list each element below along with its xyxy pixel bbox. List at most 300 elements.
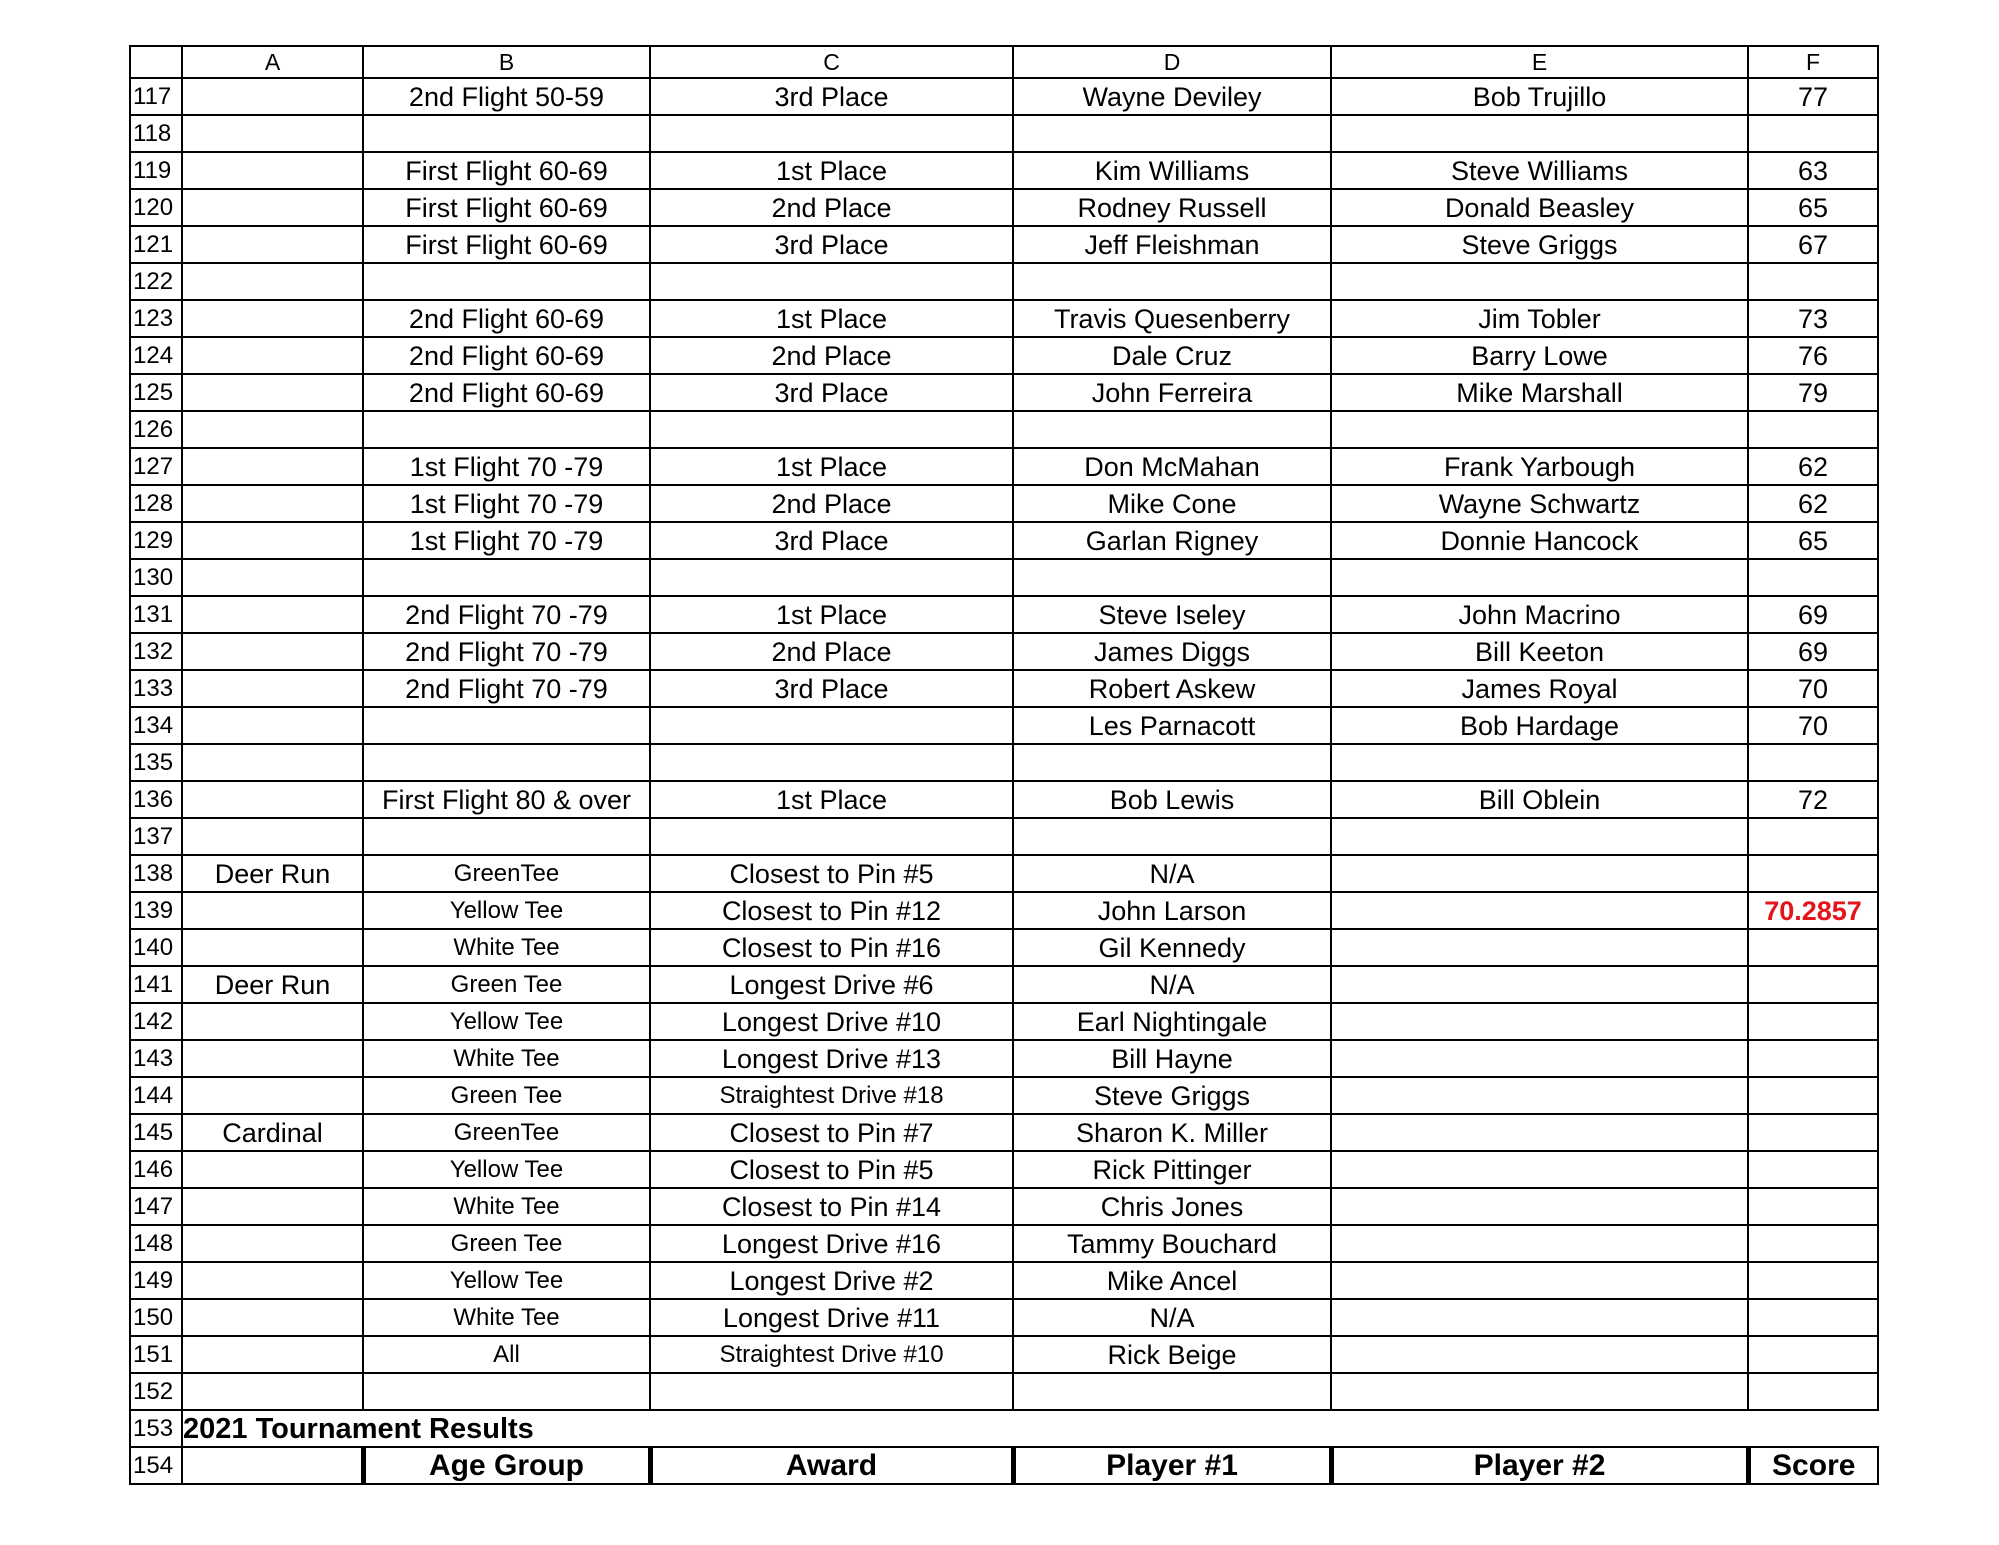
row-number[interactable]: 136 (130, 781, 182, 818)
score-cell[interactable] (1748, 1003, 1878, 1040)
row-number[interactable]: 133 (130, 670, 182, 707)
age-group-cell[interactable] (363, 263, 650, 300)
player-2-cell[interactable] (1331, 115, 1748, 152)
player-2-cell[interactable]: Wayne Schwartz (1331, 485, 1748, 522)
age-group-cell[interactable]: 1st Flight 70 -79 (363, 522, 650, 559)
player-2-cell[interactable] (1331, 1040, 1748, 1077)
age-group-cell[interactable]: Green Tee (363, 1225, 650, 1262)
table-row (130, 374, 1878, 411)
course-cell[interactable]: Deer Run (182, 966, 363, 1003)
table-row (130, 1299, 1878, 1336)
player-1-cell[interactable]: Rick Beige (1013, 1336, 1331, 1373)
course-cell[interactable] (182, 411, 363, 448)
award-cell[interactable]: Longest Drive #2 (650, 1262, 1013, 1299)
score-cell[interactable] (1748, 1336, 1878, 1373)
age-group-cell[interactable] (363, 1373, 650, 1410)
player-2-cell[interactable]: Donnie Hancock (1331, 522, 1748, 559)
age-group-cell[interactable] (363, 559, 650, 596)
course-cell[interactable] (182, 929, 363, 966)
player-2-cell[interactable] (1331, 1188, 1748, 1225)
sheet-body (130, 46, 1878, 1484)
row-number[interactable]: 144 (130, 1077, 182, 1114)
player-2-cell[interactable] (1331, 1003, 1748, 1040)
award-cell[interactable]: Closest to Pin #7 (650, 1114, 1013, 1151)
table-row (130, 1188, 1878, 1225)
age-group-cell[interactable]: GreenTee (363, 1114, 650, 1151)
table-row (130, 1373, 1878, 1410)
row-number[interactable]: 129 (130, 522, 182, 559)
player-1-cell[interactable]: Mike Cone (1013, 485, 1331, 522)
score-cell[interactable] (1748, 263, 1878, 300)
row-number[interactable]: 149 (130, 1262, 182, 1299)
course-cell[interactable] (182, 189, 363, 226)
score-cell[interactable]: 77 (1748, 78, 1878, 115)
course-cell[interactable] (182, 892, 363, 929)
header-course[interactable] (182, 1447, 363, 1484)
row-number[interactable]: 148 (130, 1225, 182, 1262)
player-2-cell[interactable] (1331, 1336, 1748, 1373)
row-number[interactable]: 135 (130, 744, 182, 781)
row-number[interactable]: 145 (130, 1114, 182, 1151)
score-cell[interactable] (1748, 744, 1878, 781)
age-group-cell[interactable]: White Tee (363, 1040, 650, 1077)
player-1-cell[interactable]: Earl Nightingale (1013, 1003, 1331, 1040)
score-cell[interactable]: 79 (1748, 374, 1878, 411)
player-2-cell[interactable]: Steve Griggs (1331, 226, 1748, 263)
age-group-cell[interactable]: Green Tee (363, 1077, 650, 1114)
award-cell[interactable] (650, 744, 1013, 781)
score-cell[interactable]: 72 (1748, 781, 1878, 818)
report-title: 2021 Tournament Results (182, 1410, 1878, 1447)
award-cell[interactable] (650, 559, 1013, 596)
award-cell[interactable]: Closest to Pin #16 (650, 929, 1013, 966)
age-group-cell[interactable]: 2nd Flight 70 -79 (363, 596, 650, 633)
column-header-f[interactable]: F (1748, 46, 1878, 78)
award-cell[interactable]: Longest Drive #6 (650, 966, 1013, 1003)
course-cell[interactable] (182, 78, 363, 115)
award-cell[interactable]: Longest Drive #10 (650, 1003, 1013, 1040)
player-2-cell[interactable] (1331, 559, 1748, 596)
player-1-cell[interactable] (1013, 115, 1331, 152)
award-cell[interactable] (650, 115, 1013, 152)
course-cell[interactable] (182, 485, 363, 522)
player-2-cell[interactable]: James Royal (1331, 670, 1748, 707)
age-group-cell[interactable]: First Flight 80 & over (363, 781, 650, 818)
course-cell[interactable] (182, 707, 363, 744)
player-2-cell[interactable] (1331, 1299, 1748, 1336)
award-cell[interactable]: 3rd Place (650, 522, 1013, 559)
award-cell[interactable]: Longest Drive #16 (650, 1225, 1013, 1262)
row-number[interactable]: 146 (130, 1151, 182, 1188)
award-cell[interactable]: Closest to Pin #5 (650, 855, 1013, 892)
age-group-cell[interactable]: Yellow Tee (363, 1003, 650, 1040)
age-group-cell[interactable]: 2nd Flight 60-69 (363, 374, 650, 411)
age-group-cell[interactable]: First Flight 60-69 (363, 189, 650, 226)
player-2-cell[interactable] (1331, 1077, 1748, 1114)
player-2-cell[interactable]: Mike Marshall (1331, 374, 1748, 411)
player-1-cell[interactable]: Kim Williams (1013, 152, 1331, 189)
award-cell[interactable]: 1st Place (650, 448, 1013, 485)
player-2-cell[interactable]: Bob Trujillo (1331, 78, 1748, 115)
course-cell[interactable] (182, 448, 363, 485)
age-group-cell[interactable]: All (363, 1336, 650, 1373)
award-cell[interactable]: 1st Place (650, 300, 1013, 337)
course-cell[interactable] (182, 263, 363, 300)
award-cell[interactable] (650, 1373, 1013, 1410)
score-cell[interactable]: 62 (1748, 485, 1878, 522)
table-row (130, 1151, 1878, 1188)
age-group-cell[interactable]: Green Tee (363, 966, 650, 1003)
player-1-cell[interactable]: Wayne Deviley (1013, 78, 1331, 115)
award-cell[interactable]: 3rd Place (650, 226, 1013, 263)
table-row (130, 1040, 1878, 1077)
age-group-cell[interactable]: 1st Flight 70 -79 (363, 448, 650, 485)
award-cell[interactable]: Closest to Pin #14 (650, 1188, 1013, 1225)
course-cell[interactable] (182, 1151, 363, 1188)
player-2-cell[interactable]: Frank Yarbough (1331, 448, 1748, 485)
column-header-d[interactable]: D (1013, 46, 1331, 78)
player-2-cell[interactable] (1331, 892, 1748, 929)
table-row (130, 1225, 1878, 1262)
player-1-cell[interactable]: Bill Hayne (1013, 1040, 1331, 1077)
score-cell[interactable] (1748, 1114, 1878, 1151)
player-1-cell[interactable]: Rick Pittinger (1013, 1151, 1331, 1188)
player-2-cell[interactable] (1331, 929, 1748, 966)
player-1-cell[interactable]: Don McMahan (1013, 448, 1331, 485)
player-1-cell[interactable]: Les Parnacott (1013, 707, 1331, 744)
course-cell[interactable] (182, 559, 363, 596)
header-player-2[interactable]: Player #2 (1331, 1447, 1748, 1484)
course-cell[interactable] (182, 1077, 363, 1114)
score-cell[interactable]: 65 (1748, 189, 1878, 226)
award-cell[interactable]: 2nd Place (650, 633, 1013, 670)
award-cell[interactable]: 1st Place (650, 152, 1013, 189)
column-header-a[interactable]: A (182, 46, 363, 78)
column-header-row (130, 46, 1878, 78)
player-2-cell[interactable] (1331, 1114, 1748, 1151)
score-cell[interactable] (1748, 929, 1878, 966)
player-1-cell[interactable]: Gil Kennedy (1013, 929, 1331, 966)
player-1-cell[interactable]: Steve Iseley (1013, 596, 1331, 633)
player-1-cell[interactable] (1013, 1373, 1331, 1410)
player-2-cell[interactable] (1331, 855, 1748, 892)
award-cell[interactable]: Straightest Drive #10 (650, 1336, 1013, 1373)
row-number[interactable]: 130 (130, 559, 182, 596)
player-1-cell[interactable]: Rodney Russell (1013, 189, 1331, 226)
player-1-cell[interactable]: Mike Ancel (1013, 1262, 1331, 1299)
course-cell[interactable] (182, 300, 363, 337)
player-2-cell[interactable]: John Macrino (1331, 596, 1748, 633)
player-1-cell[interactable]: Travis Quesenberry (1013, 300, 1331, 337)
player-1-cell[interactable]: Robert Askew (1013, 670, 1331, 707)
age-group-cell[interactable]: 2nd Flight 70 -79 (363, 633, 650, 670)
age-group-cell[interactable]: 2nd Flight 60-69 (363, 337, 650, 374)
course-cell[interactable] (182, 744, 363, 781)
row-number[interactable]: 119 (130, 152, 182, 189)
score-cell[interactable]: 63 (1748, 152, 1878, 189)
course-cell[interactable] (182, 226, 363, 263)
player-1-cell[interactable]: John Larson (1013, 892, 1331, 929)
player-2-cell[interactable] (1331, 1225, 1748, 1262)
course-cell[interactable] (182, 374, 363, 411)
table-row (130, 559, 1878, 596)
award-cell[interactable]: Longest Drive #11 (650, 1299, 1013, 1336)
row-number[interactable]: 140 (130, 929, 182, 966)
header-age-group[interactable]: Age Group (363, 1447, 650, 1484)
score-cell[interactable] (1748, 1262, 1878, 1299)
row-number[interactable]: 138 (130, 855, 182, 892)
score-cell[interactable]: 73 (1748, 300, 1878, 337)
row-number[interactable]: 143 (130, 1040, 182, 1077)
row-number[interactable]: 153 (130, 1410, 182, 1447)
player-1-cell[interactable]: James Diggs (1013, 633, 1331, 670)
age-group-cell[interactable]: First Flight 60-69 (363, 226, 650, 263)
player-2-cell[interactable]: Donald Beasley (1331, 189, 1748, 226)
row-number[interactable]: 132 (130, 633, 182, 670)
row-number[interactable]: 123 (130, 300, 182, 337)
player-1-cell[interactable]: Garlan Rigney (1013, 522, 1331, 559)
table-row (130, 1336, 1878, 1373)
course-cell[interactable] (182, 1040, 363, 1077)
row-number[interactable]: 121 (130, 226, 182, 263)
age-group-cell[interactable]: Yellow Tee (363, 892, 650, 929)
player-2-cell[interactable] (1331, 263, 1748, 300)
row-number[interactable]: 128 (130, 485, 182, 522)
player-2-cell[interactable]: Bill Keeton (1331, 633, 1748, 670)
player-1-cell[interactable]: Tammy Bouchard (1013, 1225, 1331, 1262)
age-group-cell[interactable]: White Tee (363, 929, 650, 966)
score-cell[interactable] (1748, 1040, 1878, 1077)
player-2-cell[interactable]: Steve Williams (1331, 152, 1748, 189)
age-group-cell[interactable]: White Tee (363, 1299, 650, 1336)
column-header-e[interactable]: E (1331, 46, 1748, 78)
row-number[interactable]: 142 (130, 1003, 182, 1040)
player-2-cell[interactable] (1331, 966, 1748, 1003)
table-row (130, 522, 1878, 559)
corner-cell[interactable] (130, 46, 182, 78)
age-group-cell[interactable]: Yellow Tee (363, 1151, 650, 1188)
row-number[interactable]: 137 (130, 818, 182, 855)
player-1-cell[interactable]: N/A (1013, 855, 1331, 892)
award-cell[interactable]: 2nd Place (650, 485, 1013, 522)
age-group-cell[interactable]: Yellow Tee (363, 1262, 650, 1299)
score-cell[interactable] (1748, 559, 1878, 596)
age-group-cell[interactable]: First Flight 60-69 (363, 152, 650, 189)
player-1-cell[interactable] (1013, 411, 1331, 448)
table-row (130, 596, 1878, 633)
score-cell[interactable]: 67 (1748, 226, 1878, 263)
course-cell[interactable] (182, 1373, 363, 1410)
course-cell[interactable] (182, 522, 363, 559)
score-cell[interactable] (1748, 1077, 1878, 1114)
table-row (130, 226, 1878, 263)
age-group-cell[interactable]: 2nd Flight 70 -79 (363, 670, 650, 707)
header-player-1[interactable]: Player #1 (1013, 1447, 1331, 1484)
player-2-cell[interactable] (1331, 411, 1748, 448)
header-score[interactable]: Score (1748, 1447, 1878, 1484)
player-2-cell[interactable]: Bob Hardage (1331, 707, 1748, 744)
course-cell[interactable] (182, 1336, 363, 1373)
player-1-cell[interactable]: Jeff Fleishman (1013, 226, 1331, 263)
column-header-b[interactable]: B (363, 46, 650, 78)
row-number[interactable]: 120 (130, 189, 182, 226)
course-cell[interactable] (182, 152, 363, 189)
row-number[interactable]: 122 (130, 263, 182, 300)
score-cell[interactable] (1748, 855, 1878, 892)
score-cell[interactable]: 69 (1748, 633, 1878, 670)
score-cell[interactable] (1748, 966, 1878, 1003)
course-cell[interactable] (182, 818, 363, 855)
table-row (130, 448, 1878, 485)
award-cell[interactable] (650, 818, 1013, 855)
row-number[interactable]: 139 (130, 892, 182, 929)
table-row (130, 1262, 1878, 1299)
score-cell[interactable]: 65 (1748, 522, 1878, 559)
table-row (130, 1003, 1878, 1040)
table-row (130, 189, 1878, 226)
score-cell[interactable]: 69 (1748, 596, 1878, 633)
score-cell[interactable] (1748, 818, 1878, 855)
age-group-cell[interactable] (363, 818, 650, 855)
row-number[interactable]: 124 (130, 337, 182, 374)
table-row (130, 78, 1878, 115)
course-cell[interactable] (182, 337, 363, 374)
age-group-cell[interactable]: 2nd Flight 60-69 (363, 300, 650, 337)
player-1-cell[interactable] (1013, 744, 1331, 781)
player-1-cell[interactable]: Bob Lewis (1013, 781, 1331, 818)
course-cell[interactable]: Deer Run (182, 855, 363, 892)
table-row (130, 892, 1878, 929)
row-number[interactable]: 154 (130, 1447, 182, 1484)
course-cell[interactable] (182, 1225, 363, 1262)
player-1-cell[interactable] (1013, 818, 1331, 855)
player-2-cell[interactable] (1331, 1373, 1748, 1410)
award-cell[interactable] (650, 263, 1013, 300)
score-cell[interactable] (1748, 411, 1878, 448)
player-2-cell[interactable]: Barry Lowe (1331, 337, 1748, 374)
table-row (130, 855, 1878, 892)
course-cell[interactable] (182, 633, 363, 670)
table-row (130, 670, 1878, 707)
row-number[interactable]: 151 (130, 1336, 182, 1373)
course-cell[interactable]: Cardinal (182, 1114, 363, 1151)
award-cell[interactable]: Straightest Drive #18 (650, 1077, 1013, 1114)
award-cell[interactable]: 2nd Place (650, 337, 1013, 374)
award-cell[interactable]: 3rd Place (650, 670, 1013, 707)
row-number[interactable]: 150 (130, 1299, 182, 1336)
score-cell[interactable] (1748, 115, 1878, 152)
player-1-cell[interactable] (1013, 559, 1331, 596)
table-row (130, 633, 1878, 670)
award-cell[interactable]: Closest to Pin #12 (650, 892, 1013, 929)
row-number[interactable]: 131 (130, 596, 182, 633)
age-group-cell[interactable]: 1st Flight 70 -79 (363, 485, 650, 522)
row-number[interactable]: 152 (130, 1373, 182, 1410)
row-number[interactable]: 147 (130, 1188, 182, 1225)
row-number[interactable]: 126 (130, 411, 182, 448)
award-cell[interactable]: 1st Place (650, 781, 1013, 818)
age-group-cell[interactable] (363, 707, 650, 744)
score-cell[interactable]: 70 (1748, 670, 1878, 707)
player-2-cell[interactable] (1331, 818, 1748, 855)
award-cell[interactable] (650, 707, 1013, 744)
player-1-cell[interactable]: N/A (1013, 966, 1331, 1003)
score-cell[interactable]: 70.2857 (1748, 892, 1878, 929)
table-row (130, 411, 1878, 448)
course-cell[interactable] (182, 1003, 363, 1040)
player-1-cell[interactable]: Chris Jones (1013, 1188, 1331, 1225)
award-cell[interactable]: Closest to Pin #5 (650, 1151, 1013, 1188)
score-cell[interactable] (1748, 1151, 1878, 1188)
score-cell[interactable]: 76 (1748, 337, 1878, 374)
player-1-cell[interactable]: Dale Cruz (1013, 337, 1331, 374)
age-group-cell[interactable]: White Tee (363, 1188, 650, 1225)
score-cell[interactable] (1748, 1373, 1878, 1410)
player-2-cell[interactable] (1331, 744, 1748, 781)
row-number[interactable]: 117 (130, 78, 182, 115)
table-row (130, 929, 1878, 966)
score-cell[interactable] (1748, 1299, 1878, 1336)
age-group-cell[interactable] (363, 115, 650, 152)
table-row (130, 152, 1878, 189)
award-cell[interactable]: 3rd Place (650, 374, 1013, 411)
course-cell[interactable] (182, 1299, 363, 1336)
player-1-cell[interactable] (1013, 263, 1331, 300)
course-cell[interactable] (182, 670, 363, 707)
row-number[interactable]: 118 (130, 115, 182, 152)
score-cell[interactable] (1748, 1188, 1878, 1225)
course-cell[interactable] (182, 115, 363, 152)
score-cell[interactable] (1748, 1225, 1878, 1262)
player-2-cell[interactable]: Bill Oblein (1331, 781, 1748, 818)
player-1-cell[interactable]: Sharon K. Miller (1013, 1114, 1331, 1151)
score-cell[interactable]: 70 (1748, 707, 1878, 744)
age-group-cell[interactable] (363, 744, 650, 781)
table-row (130, 1114, 1878, 1151)
column-header-c[interactable]: C (650, 46, 1013, 78)
player-1-cell[interactable]: N/A (1013, 1299, 1331, 1336)
player-1-cell[interactable]: John Ferreira (1013, 374, 1331, 411)
award-cell[interactable]: 2nd Place (650, 189, 1013, 226)
age-group-cell[interactable] (363, 411, 650, 448)
score-cell[interactable]: 62 (1748, 448, 1878, 485)
player-1-cell[interactable]: Steve Griggs (1013, 1077, 1331, 1114)
results-spreadsheet (129, 45, 1879, 1485)
row-number[interactable]: 134 (130, 707, 182, 744)
award-cell[interactable]: 1st Place (650, 596, 1013, 633)
player-2-cell[interactable] (1331, 1262, 1748, 1299)
table-row (130, 966, 1878, 1003)
row-number[interactable]: 127 (130, 448, 182, 485)
table-row (130, 744, 1878, 781)
course-cell[interactable] (182, 781, 363, 818)
table-row (130, 781, 1878, 818)
course-cell[interactable] (182, 1262, 363, 1299)
table-row (130, 707, 1878, 744)
award-cell[interactable] (650, 411, 1013, 448)
award-cell[interactable]: 3rd Place (650, 78, 1013, 115)
player-2-cell[interactable]: Jim Tobler (1331, 300, 1748, 337)
age-group-cell[interactable]: 2nd Flight 50-59 (363, 78, 650, 115)
course-cell[interactable] (182, 1188, 363, 1225)
award-cell[interactable]: Longest Drive #13 (650, 1040, 1013, 1077)
player-2-cell[interactable] (1331, 1151, 1748, 1188)
row-number[interactable]: 141 (130, 966, 182, 1003)
age-group-cell[interactable]: GreenTee (363, 855, 650, 892)
course-cell[interactable] (182, 596, 363, 633)
row-number[interactable]: 125 (130, 374, 182, 411)
header-award[interactable]: Award (650, 1447, 1013, 1484)
